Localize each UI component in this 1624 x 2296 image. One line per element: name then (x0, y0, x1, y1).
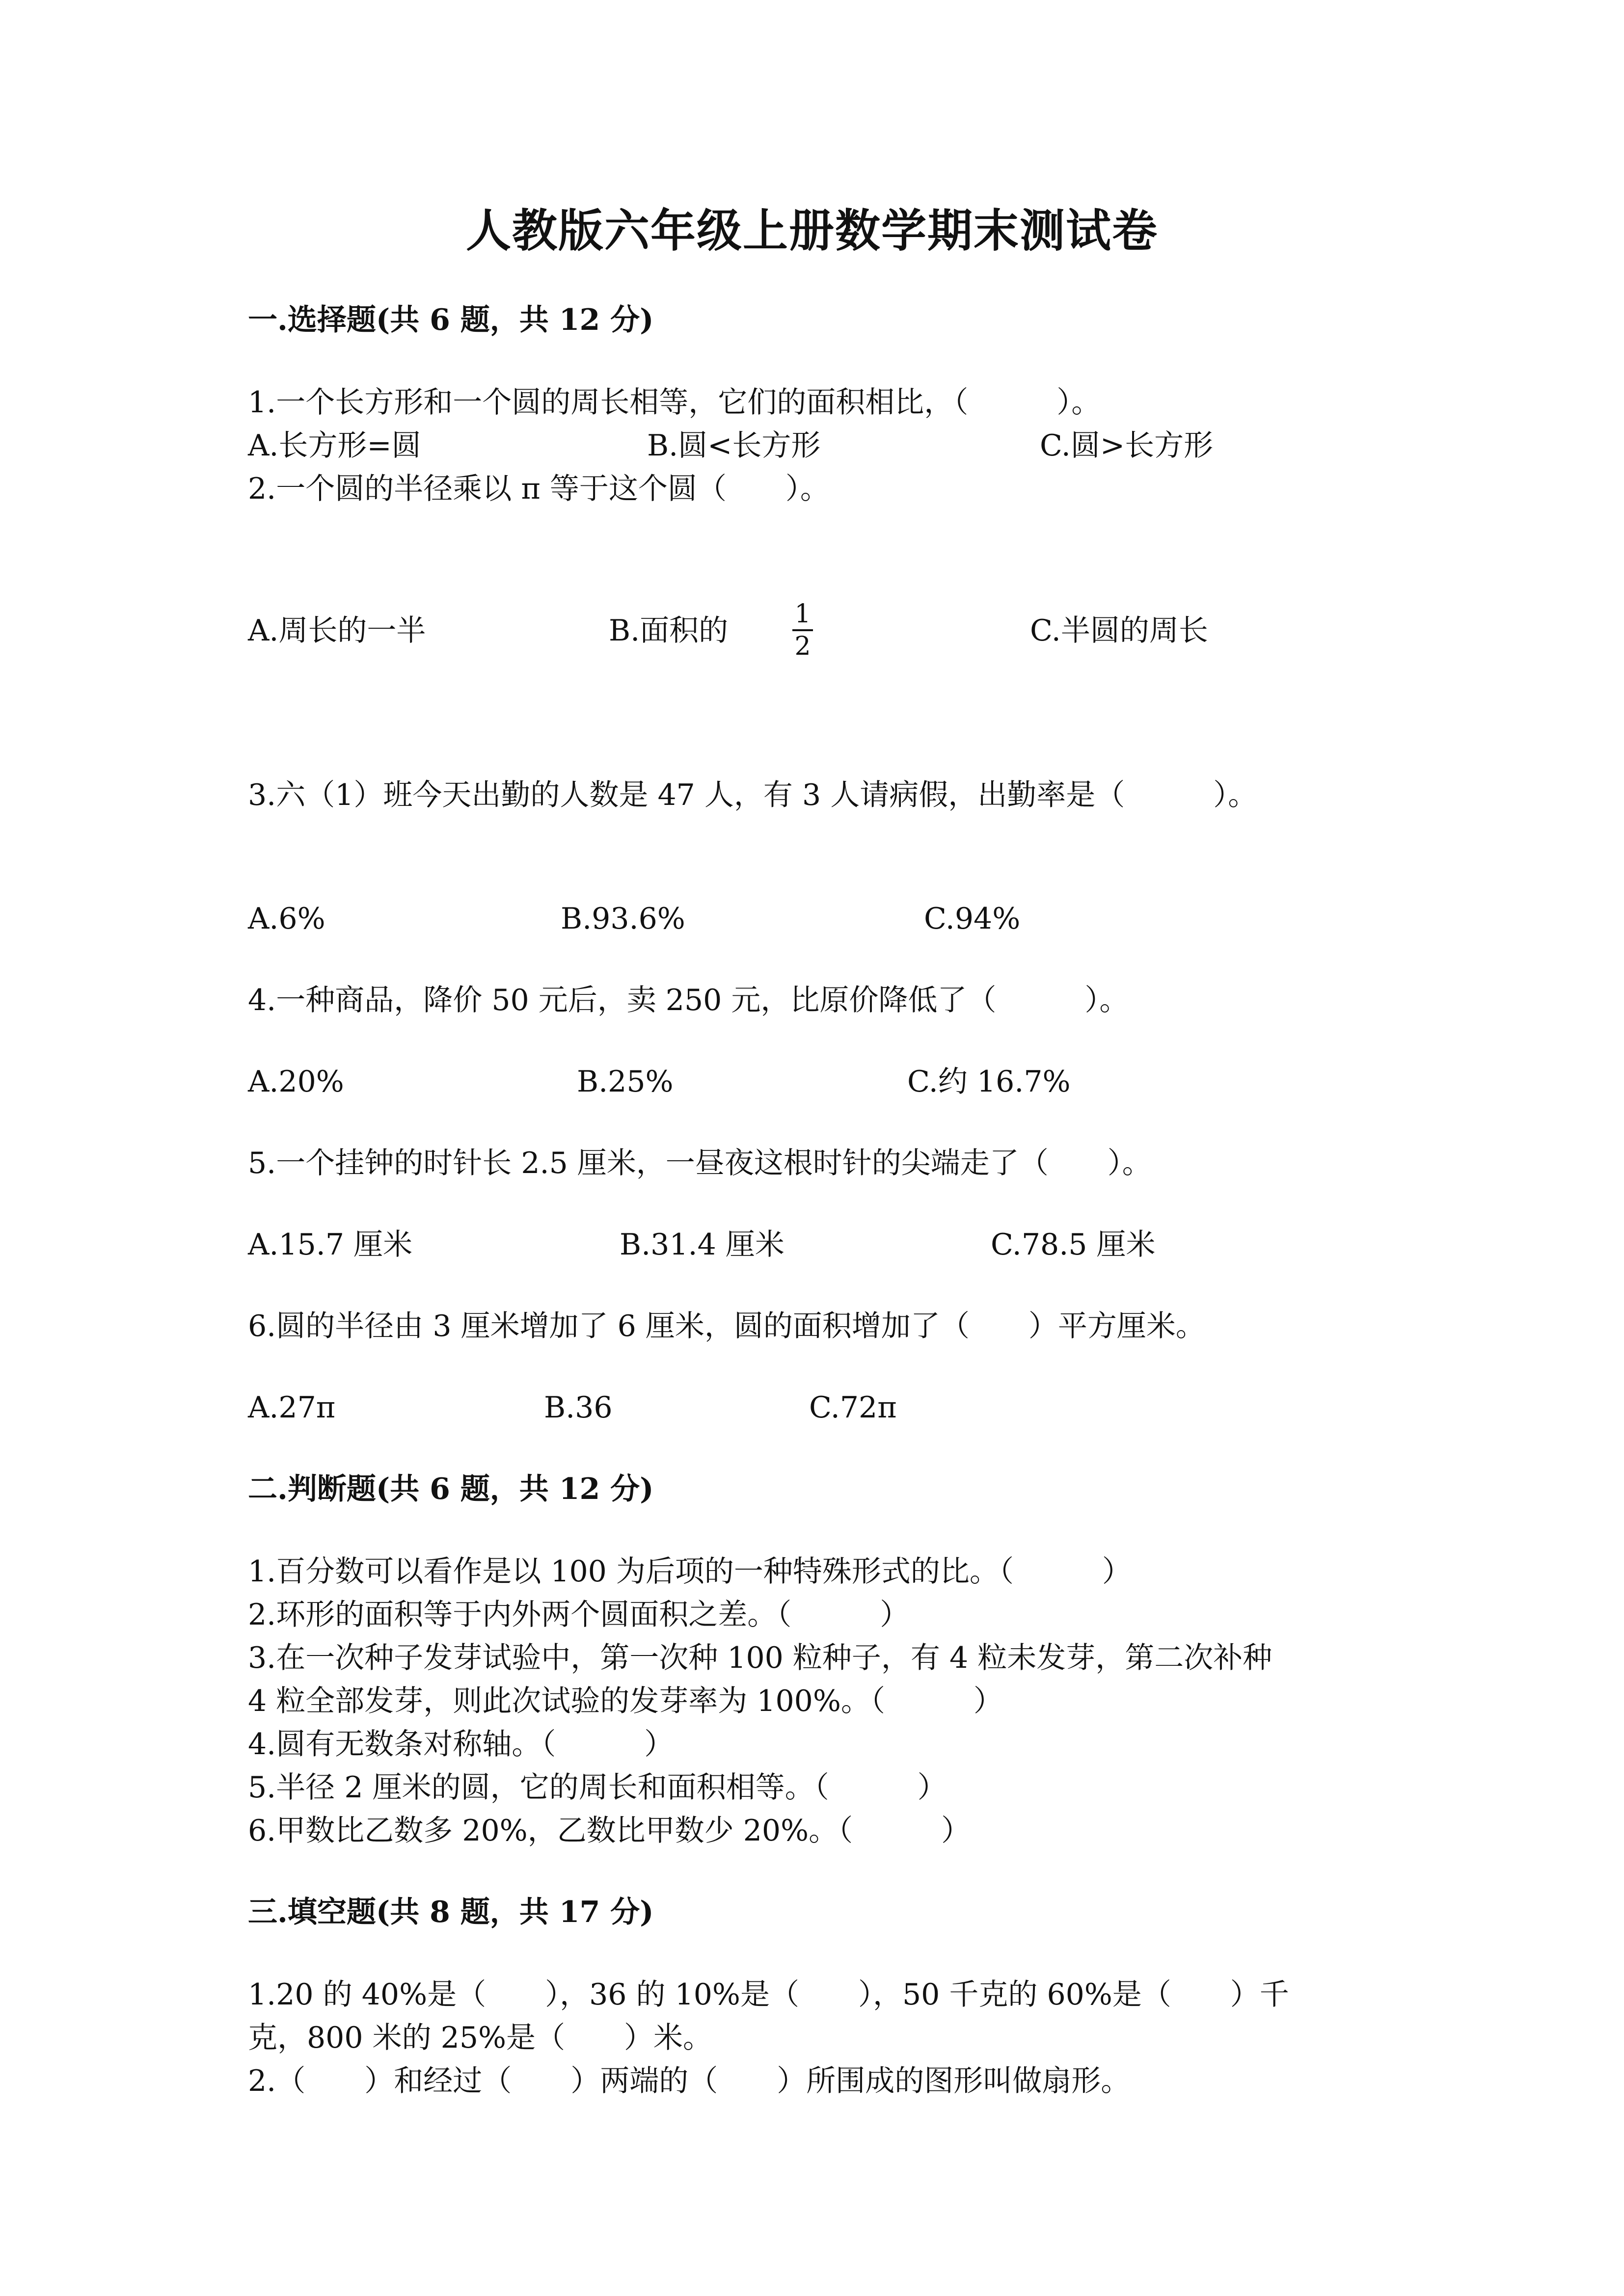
option-c: C.72π (809, 1390, 897, 1425)
option-c: C.78.5 厘米 (991, 1228, 1156, 1262)
option-b: B.31.4 厘米 (620, 1228, 785, 1262)
question-text: 2.一个圆的半径乘以 π 等于这个圆（ ）。 (248, 472, 830, 506)
section-heading-judgement: 二.判断题(共 6 题，共 12 分) (248, 1472, 654, 1506)
option-b: B.36 (544, 1390, 613, 1425)
section-heading-fill-blank: 三.填空题(共 8 题，共 17 分) (248, 1895, 654, 1929)
option-c: C.约 16.7% (907, 1065, 1071, 1099)
statement-line: 4 粒全部发芽，则此次试验的发芽率为 100%。（ ） (248, 1684, 1003, 1718)
option-a: A.6% (248, 902, 325, 936)
fill-blank-line: 克，800 米的 25%是（ ）米。 (248, 2021, 713, 2055)
option-a: A.20% (248, 1065, 344, 1099)
statement-line: 4.圆有无数条对称轴。（ ） (248, 1727, 674, 1762)
option-a: A.长方形=圆 (248, 428, 421, 463)
fraction-one-half (790, 600, 815, 661)
statement-line: 6.甲数比乙数多 20%，乙数比甲数少 20%。（ ） (248, 1814, 971, 1848)
statement-line: 3.在一次种子发芽试验中，第一次种 100 粒种子，有 4 粒未发芽，第二次补种 (248, 1641, 1272, 1675)
option-c: C.94% (924, 902, 1021, 936)
question-text: 6.圆的半径由 3 厘米增加了 6 厘米，圆的面积增加了（ ）平方厘米。 (248, 1309, 1205, 1343)
option-c: C.半圆的周长 (1030, 614, 1208, 648)
option-b: B.25% (577, 1065, 674, 1099)
question-text: 1.一个长方形和一个圆的周长相等，它们的面积相比，（ ）。 (248, 385, 1101, 420)
question-text: 4.一种商品，降价 50 元后，卖 250 元，比原价降低了（ ）。 (248, 983, 1129, 1017)
fraction-bar (792, 629, 813, 631)
statement-line: 2.环形的面积等于内外两个圆面积之差。（ ） (248, 1598, 910, 1632)
option-b: B.面积的 (609, 614, 729, 648)
option-c: C.圆>长方形 (1040, 428, 1214, 463)
option-b: B.93.6% (561, 902, 685, 936)
fill-blank-line: 2.（ ）和经过（ ）两端的（ ）所围成的图形叫做扇形。 (248, 2064, 1131, 2098)
option-a: A.27π (248, 1390, 336, 1425)
question-text: 3.六（1）班今天出勤的人数是 47 人，有 3 人请病假，出勤率是（ ）。 (248, 778, 1258, 812)
fill-blank-line: 1.20 的 40%是（ ），36 的 10%是（ ），50 千克的 60%是（ ）千 (248, 1977, 1289, 2012)
fraction-numerator: 1 (794, 599, 811, 629)
option-b: B.圆<长方形 (647, 428, 821, 463)
question-text: 5.一个挂钟的时针长 2.5 厘米，一昼夜这根时针的尖端走了（ ）。 (248, 1146, 1152, 1180)
fraction-denominator: 2 (794, 632, 811, 661)
option-a: A.15.7 厘米 (248, 1228, 413, 1262)
option-a: A.周长的一半 (248, 614, 426, 648)
page-title: 人教版六年级上册数学期末测试卷 (465, 204, 1158, 257)
statement-line: 1.百分数可以看作是以 100 为后项的一种特殊形式的比。（ ） (248, 1554, 1132, 1589)
statement-line: 5.半径 2 厘米的圆，它的周长和面积相等。（ ） (248, 1770, 947, 1805)
section-heading-choice: 一.选择题(共 6 题，共 12 分) (248, 303, 654, 337)
